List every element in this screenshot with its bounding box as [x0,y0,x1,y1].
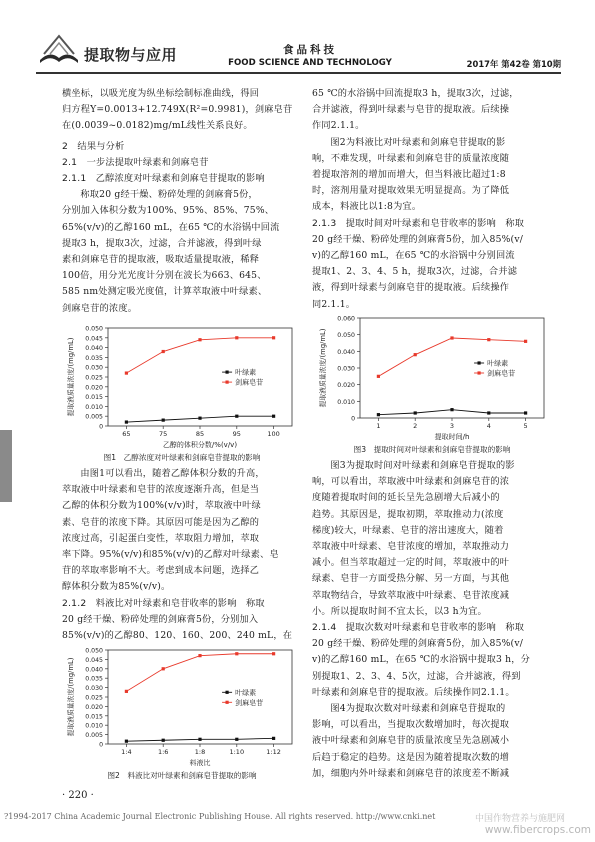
data-point [414,411,417,414]
legend-label: 叶绿素 [235,688,257,697]
data-point [414,353,417,356]
y-tick-label: 0.050 [85,647,103,655]
issue-info: 2017年 第42卷 第10期 [466,59,561,69]
right-column [312,86,552,313]
legend-label: 叶绿素 [235,368,257,377]
text-line: 素、皂苷的浓度下降。其原因可能是因为乙醇的 [62,516,260,528]
text-line: 梯度)较大，叶绿素、皂苷的溶出速度大，随着 [312,524,504,536]
data-point [524,340,527,343]
y-tick-label: 0.020 [85,703,103,711]
y-tick-label: 0.030 [337,365,355,373]
text-line: 65 ℃的水浴锅中回流提取3 h，提取3次，过滤， [312,88,519,99]
header-rule [36,72,561,74]
legend-marker [477,371,480,374]
text-line: 小。所以提取时间不宜太长，以3 h为宜。 [312,605,487,617]
y-axis-label: 提取液质量浓度/(mg/mL) [67,337,75,417]
text-line: 响，不难发现，叶绿素和剑麻皂苷的质量浓度随 [312,152,510,164]
x-tick-label: 1:6 [157,748,169,756]
text-line: v)的乙醇160 mL，在65 ℃的水浴锅中提取3 h，分 [312,654,531,666]
subsubsection-heading: 2.1.1 乙醇浓度对叶绿素和剑麻皂苷提取的影响 [62,173,265,185]
text-line: 提取3 h，提取3次，过滤，合并滤液，得到叶绿 [62,237,262,249]
y-tick-label: 0.045 [85,656,103,664]
text-line: 585 nm处测定吸光度值，计算萃取液中叶绿素、 [62,286,268,298]
figure-1-chart [66,322,298,450]
legend-label: 剑麻皂苷 [235,698,264,707]
text-line: 100倍，用分光光度计分别在波长为663、645、 [62,270,267,282]
y-tick-label: 0.010 [337,398,355,406]
data-point [162,667,165,670]
data-point [487,411,490,414]
page-number: · 220 · [62,790,94,801]
y-tick-label: 0.050 [337,332,355,340]
text-line: 减小。但当萃取超过一定的时间，萃取液中的叶 [312,557,510,569]
text-line: 率下降。95%(v/v)和85%(v/v)的乙醇对叶绿素、皂 [62,549,279,561]
y-tick-label: 0.040 [85,666,103,674]
subsubsection-heading: 2.1.4 提取次数对叶绿素和皂苷收率的影响 称取 [312,622,525,634]
y-tick-label: 0.035 [85,675,103,683]
data-point [198,338,201,341]
data-point [272,336,275,339]
text-line: 后趋于稳定的趋势。这是因为随着提取次数的增 [312,751,510,763]
y-tick-label: 0.035 [85,354,103,362]
x-tick-label: 95 [232,430,241,438]
y-tick-label: 0.060 [337,315,355,323]
text-line: 成本，料液比以1:8为宜。 [312,201,422,213]
y-tick-label: 0.050 [85,325,103,333]
text-line: 度随着提取时间的延长呈先急剧增大后减小的 [312,492,500,504]
y-tick-label: 0.040 [337,348,355,356]
y-tick-label: 0 [99,423,103,431]
text-line: 绿素、皂苷一方面受热分解、另一方面，与其他 [312,573,510,585]
text-line: 称取20 g经干燥、粉碎处理的剑麻膏5份， [80,189,258,201]
data-point [377,413,380,416]
text-line: 时，溶剂用量对提取效果无明显提高。为了降低 [312,185,510,197]
x-tick-label: 1:12 [266,748,281,756]
text-line: 图2为料液比对叶绿素和剑麻皂苷提取的影 [330,136,506,148]
subsubsection-heading: 2.1.2 料液比对叶绿素和皂苷收率的影响 称取 [62,597,265,609]
x-axis-label: 乙醇的体积分数/%(v/v) [162,441,238,449]
x-axis-label: 料液比 [189,759,211,767]
legend-marker [225,701,228,704]
left-column-lower [62,466,298,644]
x-tick-label: 100 [267,430,280,438]
text-line: 65%(v/v)的乙醇160 mL，在65 ℃的水浴锅中回流 [62,221,280,233]
y-tick-label: 0.005 [85,732,103,740]
data-point [125,690,128,693]
legend-label: 叶绿素 [487,359,509,368]
text-line: 萃取物结合，导致萃取液中叶绿素、皂苷浓度减 [312,589,510,601]
data-point [198,654,201,657]
text-line: 20 g经干燥、粉碎处理的剑麻膏5份，分别加入 [62,613,259,625]
plot-frame [108,328,292,426]
legend-marker [225,371,228,374]
data-point [272,415,275,418]
y-tick-label: 0.030 [85,364,103,372]
copyright-footer: ?1994-2017 China Academic Journal Electronic Publishing House. All rights reserved. http://www.cnki.net [4,812,436,821]
series-line [126,654,273,692]
text-line: 液中叶绿素和剑麻皂苷的质量浓度呈先急剧减小 [312,735,510,747]
data-point [487,338,490,341]
legend-marker [225,381,228,384]
y-axis-label: 提取液质量浓度/(mg/mL) [67,657,75,737]
text-line: 别提取1、2、3、4、5次，过滤，合并滤液，得到 [312,670,521,682]
x-tick-label: 4 [486,422,491,430]
text-line: 归方程Y=0.0013+12.749X(R²=0.9981)，剑麻皂苷 [62,104,293,116]
data-point [450,336,453,339]
watermark-url: www.fibercrops.com [484,824,591,836]
text-line: 同2.1.1。 [312,298,356,310]
y-tick-label: 0.025 [85,694,103,702]
text-line: 由图1可以看出，随着乙醇体积分数的升高， [80,468,265,479]
book-logo-icon [36,30,82,66]
x-tick-label: 85 [195,430,205,438]
legend-label: 剑麻皂苷 [235,378,264,387]
text-line: 提取1、2、3、4、5 h，提取3次，过滤，合并滤 [312,266,518,278]
data-point [272,652,275,655]
text-line: 着提取溶剂的增加而增大，但当料液比超过1:8 [312,169,506,181]
journal-title-cn: 食品科技 [283,44,337,56]
y-tick-label: 0.005 [85,413,103,421]
x-tick-label: 3 [449,422,455,430]
data-point [198,738,201,741]
y-tick-label: 0.045 [85,335,103,343]
text-line: 醇体积分数为85%(v/v)。 [62,581,171,593]
text-line: 乙醇的体积分数为100%(v/v)时，萃取液中叶绿 [62,500,261,512]
legend-marker [225,691,228,694]
data-point [125,740,128,743]
text-line: 分别加入体积分数为100%、95%、85%、75%、 [62,205,275,217]
data-point [162,419,165,422]
x-tick-label: 75 [159,430,168,438]
text-line: 剑麻皂苷的浓度。 [62,302,138,314]
data-point [162,739,165,742]
subsubsection-heading: 2.1.3 提取时间对叶绿素和皂苷收率的影响 称取 [312,217,525,229]
y-tick-label: 0.040 [85,345,103,353]
text-line: 85%(v/v)的乙醇80、120、160、200、240 mL，在 [62,630,293,642]
data-point [235,336,238,339]
figure-3-caption: 图3 提取时间对叶绿素和剑麻皂苷提取的影响 [353,445,511,454]
legend-marker [477,361,480,364]
left-column [62,86,298,317]
journal-title-en: FOOD SCIENCE AND TECHNOLOGY [228,58,392,68]
data-point [524,411,527,414]
plot-frame [360,318,544,418]
text-line: 影响，可以看出，当提取次数增加时，每次提取 [312,719,510,731]
y-tick-label: 0.010 [85,403,103,411]
data-point [162,350,165,353]
text-line: 萃取液中叶绿素和皂苷的浓度逐渐升高，但是当 [62,484,260,496]
text-line: 素和剑麻皂苷的提取液，吸取适量提取液，稀释 [62,254,260,266]
data-point [125,420,128,423]
x-tick-label: 1:10 [229,748,245,756]
text-line: 响，可以看出，萃取液中叶绿素和剑麻皂苷的浓 [312,476,510,488]
x-tick-label: 5 [523,422,528,430]
y-tick-label: 0.010 [85,722,103,730]
y-axis-label: 提取液质量浓度/(mg/mL) [319,328,327,408]
x-tick-label: 65 [122,430,131,438]
x-tick-label: 1 [376,422,381,430]
data-point [377,375,380,378]
y-tick-label: 0 [351,415,355,423]
figure-2-chart [66,644,298,768]
text-line: 合并滤液，得到叶绿素与皂苷的提取液。后续操 [312,104,510,116]
figure-2-caption: 图2 料液比对叶绿素和剑麻皂苷提取的影响 [107,771,257,780]
text-line: 图3为提取时间对叶绿素和剑麻皂苷提取的影 [330,460,515,471]
y-tick-label: 0.025 [85,374,103,382]
text-line: 在(0.0039~0.0182)mg/mL线性关系良好。 [62,120,253,132]
x-tick-label: 1:8 [194,748,206,756]
figure-1-caption: 图1 乙醇浓度对叶绿素和剑麻皂苷提取的影响 [103,453,261,462]
figure-3-chart [318,312,550,442]
text-line: 图4为提取次数对叶绿素和剑麻皂苷提取的 [330,703,506,715]
subsection-heading: 2.1 一步法提取叶绿素和剑麻皂苷 [62,156,209,168]
text-line: 苷的萃取率影响不大。考虑到成本问题，选择乙 [62,565,260,577]
data-point [198,417,201,420]
y-tick-label: 0.015 [85,713,103,721]
y-tick-label: 0.020 [337,382,355,390]
data-point [235,652,238,655]
right-column-lower [312,458,552,782]
text-line: v)的乙醇160 mL，在65 ℃的水浴锅中分别回流 [312,250,515,262]
text-line: 20 g经干燥、粉碎处理的剑麻膏5份，加入85%(v/ [312,638,524,650]
text-line: 浓度过高，引起蛋白变性，萃取阻力增加，萃取 [62,532,260,544]
text-line: 趋势。其原因是，提取初期，萃取推动力(浓度 [312,508,504,520]
data-point [450,408,453,411]
text-line: 作同2.1.1。 [312,120,365,132]
data-point [125,371,128,374]
x-tick-label: 1:4 [121,748,132,756]
text-line: 横坐标，以吸光度为纵坐标绘制标准曲线，得回 [62,88,260,99]
y-tick-label: 0.030 [85,685,103,693]
section-logo-text: 提取物与应用 [84,46,178,64]
y-tick-label: 0.020 [85,384,103,392]
y-tick-label: 0.015 [85,394,103,402]
watermark-text: 中国作物营养与施肥网 [474,814,565,824]
x-tick-label: 2 [413,422,418,430]
text-line: 萃取液中叶绿素、皂苷浓度的增加，萃取推动力 [312,541,510,553]
data-point [235,738,238,741]
data-point [272,737,275,740]
plot-frame [108,650,292,744]
x-axis-label: 提取时间/h [434,433,470,441]
data-point [235,415,238,418]
y-tick-label: 0 [99,741,103,749]
legend-label: 剑麻皂苷 [487,369,516,378]
text-line: 液，得到叶绿素与剑麻皂苷的提取液。后续操作 [312,282,510,294]
text-line: 20 g经干燥、粉碎处理的剑麻膏5份，加入85%(v/ [312,233,524,245]
text-line: 叶绿素和剑麻皂苷的提取液。后续操作同2.1.1。 [312,686,515,698]
journal-title [210,42,410,68]
text-line: 加，细胞内外叶绿素和剑麻皂苷的浓度差不断减 [312,767,510,779]
page-edge-tab [0,430,12,502]
journal-logo [36,30,196,70]
section-heading: 2 结果与分析 [62,140,125,152]
